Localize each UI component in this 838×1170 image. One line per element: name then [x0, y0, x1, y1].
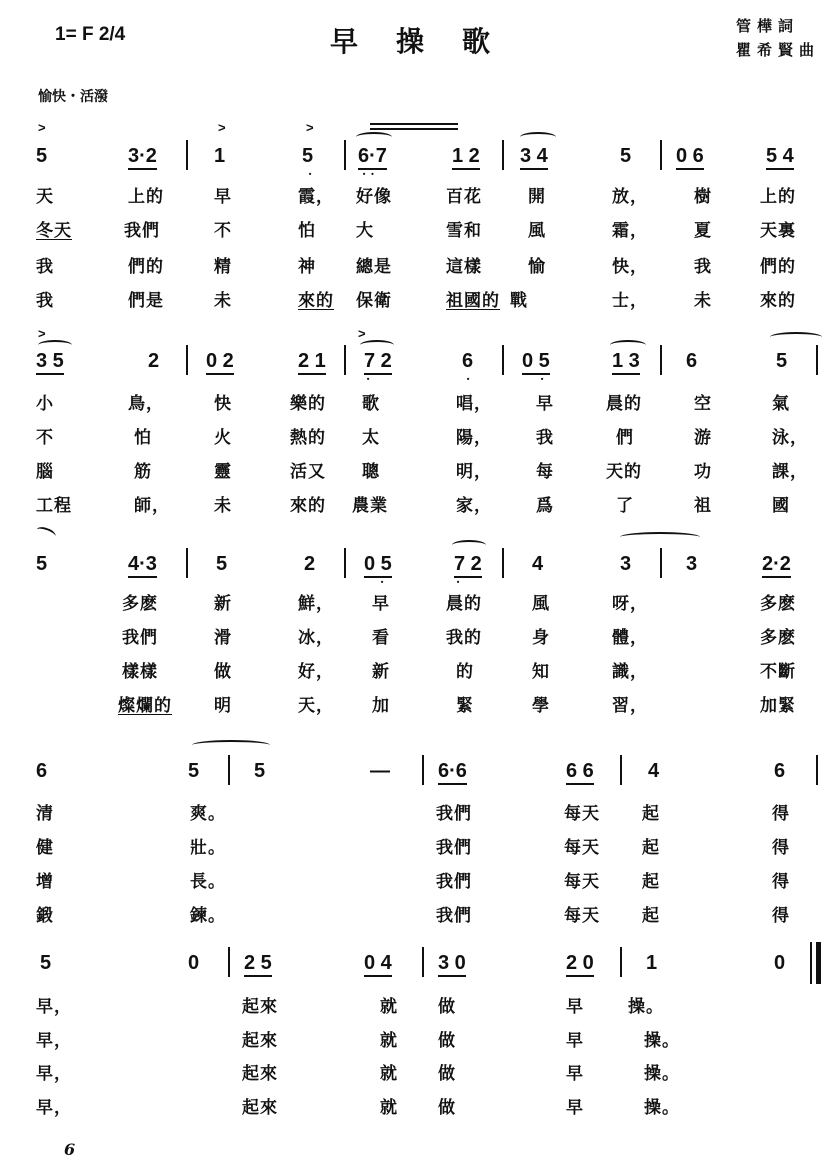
lyric: 未	[214, 496, 232, 516]
lyric: 習，	[612, 696, 648, 716]
note: 2	[148, 350, 160, 372]
lyric: 我們	[122, 628, 158, 648]
bar-line	[344, 140, 346, 170]
lyric: 陽，	[456, 428, 492, 448]
lyric: 天的	[606, 462, 642, 482]
slur	[356, 132, 392, 142]
lyric: 早	[566, 1031, 584, 1051]
lyric: 每天	[564, 804, 600, 824]
lyric: 晨的	[446, 594, 482, 614]
note: 1 3	[612, 350, 640, 375]
lyric: 壯。	[190, 838, 226, 858]
lyric: 我們	[436, 906, 472, 926]
lyric: 緊	[456, 696, 474, 716]
note: 6	[686, 350, 698, 372]
lyric: 早，	[36, 1031, 72, 1051]
lyric: 未	[694, 291, 712, 311]
lyric: 農業	[352, 496, 388, 516]
bar-line	[660, 548, 662, 578]
slur	[360, 340, 394, 350]
note: 5	[188, 760, 200, 782]
lyric: 風	[528, 221, 546, 241]
lyric: 明	[214, 696, 232, 716]
lyric: 早，	[36, 997, 72, 1017]
note: 2 0	[566, 952, 594, 977]
final-bar-thin	[810, 942, 812, 984]
lyric: 起	[642, 872, 660, 892]
note: 3	[686, 553, 698, 575]
octave-dot: ·	[308, 167, 313, 181]
lyric: 早	[372, 594, 390, 614]
lyric: 起	[642, 838, 660, 858]
note: 3 4	[520, 145, 548, 170]
lyric: 祖國的	[446, 291, 500, 311]
note: 3	[620, 553, 632, 575]
key-signature: 1= F 2/4	[55, 24, 126, 45]
lyric: 燦爛的	[118, 696, 172, 716]
lyric: 夏	[694, 221, 712, 241]
note: 5	[216, 553, 228, 575]
lyric: 國	[772, 496, 790, 516]
bar-line	[660, 140, 662, 170]
lyric: 們的	[760, 257, 796, 277]
note: 0 4	[364, 952, 392, 977]
lyric: 健	[36, 838, 54, 858]
lyric: 起來	[242, 997, 278, 1017]
accent-mark: >	[218, 120, 226, 135]
lyric: 起	[642, 804, 660, 824]
bar-line	[620, 755, 622, 785]
lyric: 天	[36, 187, 54, 207]
lyric: 歌	[362, 394, 380, 414]
lyric: 怕	[298, 221, 316, 241]
lyric: 愉	[528, 257, 546, 277]
note: 6·6	[438, 760, 467, 785]
lyric: 早	[214, 187, 232, 207]
bar-line	[620, 947, 622, 977]
lyric: 操。	[644, 1031, 680, 1051]
bar-line	[502, 345, 504, 375]
lyric: 我們	[436, 872, 472, 892]
lyric: 鍊。	[190, 906, 226, 926]
lyric: 神	[298, 257, 316, 277]
lyric: 工程	[36, 496, 72, 516]
note: 4·3	[128, 553, 157, 578]
lyric: 知	[532, 662, 550, 682]
composer: 瞿希賢曲	[736, 41, 821, 59]
lyric: 得	[772, 872, 790, 892]
lyric: 樣樣	[122, 662, 158, 682]
lyric: 筋	[134, 462, 152, 482]
song-title: 早操歌	[330, 25, 529, 58]
lyric: 氣	[772, 394, 790, 414]
bar-line	[816, 755, 818, 785]
lyric: 做	[438, 997, 456, 1017]
note: 5	[620, 145, 632, 167]
lyric: 大	[356, 221, 374, 241]
lyric: 爽。	[190, 804, 226, 824]
lyric: 長。	[190, 872, 226, 892]
lyric: 早	[566, 997, 584, 1017]
lyric: 戰	[510, 291, 528, 311]
lyric: 每天	[564, 906, 600, 926]
octave-dot: ·	[366, 372, 371, 386]
lyric: 起	[642, 906, 660, 926]
lyric: 起來	[242, 1098, 278, 1118]
lyric: 學	[532, 696, 550, 716]
note: 7 2	[454, 553, 482, 578]
lyric: 們是	[128, 291, 164, 311]
note: 0 5	[522, 350, 550, 375]
lyric: 們的	[128, 257, 164, 277]
note: 1	[646, 952, 658, 974]
tempo-marking: 愉快・活潑	[38, 89, 108, 105]
lyric: 空	[694, 394, 712, 414]
crescendo-line	[370, 123, 458, 125]
lyric: 好，	[298, 662, 334, 682]
lyric: 樹	[694, 187, 712, 207]
lyric: 識，	[612, 662, 648, 682]
lyric: 樂的	[290, 394, 326, 414]
note: 6 6	[566, 760, 594, 785]
bar-line	[344, 548, 346, 578]
note: 5	[36, 553, 48, 575]
lyric: 看	[372, 628, 390, 648]
lyric: 靈	[214, 462, 232, 482]
lyric: 不	[36, 428, 54, 448]
lyric: 們	[616, 428, 634, 448]
lyric: 霞，	[298, 187, 334, 207]
lyric: 天裏	[760, 221, 796, 241]
note: 4	[648, 760, 660, 782]
note: 2 5	[244, 952, 272, 977]
lyric: 保衛	[356, 291, 392, 311]
lyric: 多麽	[122, 594, 158, 614]
lyric: 快，	[612, 257, 648, 277]
lyric: 課，	[772, 462, 808, 482]
lyric: 加緊	[760, 696, 796, 716]
lyric: 操。	[644, 1098, 680, 1118]
lyric: 天，	[298, 696, 334, 716]
lyric: 每天	[564, 838, 600, 858]
bar-line	[502, 140, 504, 170]
note: 6	[462, 350, 474, 372]
lyric: 早，	[36, 1098, 72, 1118]
lyric: 每	[536, 462, 554, 482]
lyric: 鮮，	[298, 594, 334, 614]
lyric: 我們	[124, 221, 160, 241]
lyric: 活又	[290, 462, 326, 482]
lyric: 來的	[760, 291, 796, 311]
octave-dot: ·	[456, 575, 461, 589]
note: 5	[302, 145, 314, 167]
lyric: 冬天	[36, 221, 72, 241]
bar-line	[186, 140, 188, 170]
lyric: 操。	[644, 1064, 680, 1084]
final-bar-thick	[816, 942, 821, 984]
lyricist: 管樺詞	[736, 17, 800, 35]
tie	[620, 532, 700, 542]
bar-line	[422, 755, 424, 785]
lyric: 百花	[446, 187, 482, 207]
lyric: 風	[532, 594, 550, 614]
lyric: 師，	[134, 496, 170, 516]
bar-line	[186, 345, 188, 375]
accent-mark: >	[358, 326, 366, 341]
bar-line	[186, 548, 188, 578]
bar-line	[660, 345, 662, 375]
lyric: 唱，	[456, 394, 492, 414]
lyric: 游	[694, 428, 712, 448]
note: 3·2	[128, 145, 157, 170]
bar-line	[344, 345, 346, 375]
lyric: 開	[528, 187, 546, 207]
lyric: 霜，	[612, 221, 648, 241]
lyric: 呀，	[612, 594, 648, 614]
lyric: 體，	[612, 628, 648, 648]
lyric: 小	[36, 394, 54, 414]
note: 0 6	[676, 145, 704, 170]
lyric: 這樣	[446, 257, 482, 277]
tie	[192, 740, 270, 750]
lyric: 上的	[128, 187, 164, 207]
lyric: 了	[616, 496, 634, 516]
note: 3 0	[438, 952, 466, 977]
note: 0 2	[206, 350, 234, 375]
lyric: 做	[438, 1064, 456, 1084]
bar-line	[422, 947, 424, 977]
tie	[770, 332, 822, 342]
lyric: 總是	[356, 257, 392, 277]
note: 0	[774, 952, 786, 974]
lyric: 做	[438, 1031, 456, 1051]
lyric: 來的	[290, 496, 326, 516]
lyric: 熱的	[290, 428, 326, 448]
lyric: 精	[214, 257, 232, 277]
lyric: 早	[566, 1098, 584, 1118]
lyric: 起來	[242, 1031, 278, 1051]
octave-dot: ·	[380, 575, 385, 589]
lyric: 起來	[242, 1064, 278, 1084]
lyric: 我的	[446, 628, 482, 648]
note: 0	[188, 952, 200, 974]
slur	[38, 340, 72, 350]
lyric: 我	[36, 291, 54, 311]
slur	[610, 340, 646, 350]
lyric: 早	[536, 394, 554, 414]
lyric: 清	[36, 804, 54, 824]
lyric: 加	[372, 696, 390, 716]
lyric: 家，	[456, 496, 492, 516]
lyric: 我	[536, 428, 554, 448]
accent-mark: >	[38, 120, 46, 135]
lyric: 增	[36, 872, 54, 892]
lyric: 的	[456, 662, 474, 682]
lyric: 操。	[628, 997, 664, 1017]
lyric: 多麽	[760, 594, 796, 614]
lyric: 得	[772, 906, 790, 926]
lyric: 明，	[456, 462, 492, 482]
note: 6	[774, 760, 786, 782]
lyric: 快	[214, 394, 232, 414]
bar-line	[228, 755, 230, 785]
lyric: 多麽	[760, 628, 796, 648]
lyric: 得	[772, 804, 790, 824]
lyric: 我們	[436, 804, 472, 824]
note: 7 2	[364, 350, 392, 375]
crescendo-line	[370, 128, 458, 130]
accent-mark: >	[306, 120, 314, 135]
note: 6·7	[358, 145, 387, 170]
octave-dot: ·	[466, 372, 471, 386]
lyric: 晨的	[606, 394, 642, 414]
lyric: 我們	[436, 838, 472, 858]
note: 2 1	[298, 350, 326, 375]
note: 5 4	[766, 145, 794, 170]
lyric: 鳥，	[128, 394, 164, 414]
lyric: 未	[214, 291, 232, 311]
lyric: 我	[694, 257, 712, 277]
octave-dot: · ·	[362, 167, 375, 181]
lyric: 做	[438, 1098, 456, 1118]
note: 4	[532, 553, 544, 575]
note: 6	[36, 760, 48, 782]
lyric: 雪和	[446, 221, 482, 241]
lyric: 放，	[612, 187, 648, 207]
lyric: 好像	[356, 187, 392, 207]
note: 0 5	[364, 553, 392, 578]
lyric: 祖	[694, 496, 712, 516]
lyric: 士，	[612, 291, 648, 311]
lyric: 早	[566, 1064, 584, 1084]
accent-mark: >	[38, 326, 46, 341]
lyric: 每天	[564, 872, 600, 892]
note: 3 5	[36, 350, 64, 375]
lyric: 功	[694, 462, 712, 482]
lyric: 就	[380, 1098, 398, 1118]
note: 2·2	[762, 553, 791, 578]
lyric: 鍛	[36, 906, 54, 926]
lyric: 滑	[214, 628, 232, 648]
bar-line	[228, 947, 230, 977]
lyric: 新	[372, 662, 390, 682]
lyric: 泳，	[772, 428, 808, 448]
slur	[520, 132, 556, 142]
lyric: 太	[362, 428, 380, 448]
lyric: 做	[214, 662, 232, 682]
lyric: 冰，	[298, 628, 334, 648]
lyric: 上的	[760, 187, 796, 207]
lyric: 得	[772, 838, 790, 858]
lyric: 爲	[536, 496, 554, 516]
bar-line	[816, 345, 818, 375]
note: 5	[776, 350, 788, 372]
lyric: 腦	[36, 462, 54, 482]
lyric: 新	[214, 594, 232, 614]
lyric: 不	[214, 221, 232, 241]
lyric: 身	[532, 628, 550, 648]
octave-dot: ·	[540, 372, 545, 386]
lyric: 我	[36, 257, 54, 277]
lyric: 來的	[298, 291, 334, 311]
note: 2	[304, 553, 316, 575]
lyric: 怕	[134, 428, 152, 448]
page-number: 6	[64, 1140, 76, 1159]
note: —	[370, 760, 390, 782]
credits	[736, 14, 820, 62]
tie-end	[35, 525, 57, 541]
bar-line	[502, 548, 504, 578]
note: 5	[254, 760, 266, 782]
note: 5	[40, 952, 52, 974]
lyric: 就	[380, 997, 398, 1017]
lyric: 不斷	[760, 662, 796, 682]
lyric: 早，	[36, 1064, 72, 1084]
lyric: 火	[214, 428, 232, 448]
lyric: 就	[380, 1031, 398, 1051]
note: 1 2	[452, 145, 480, 170]
slur	[452, 540, 486, 550]
lyric: 聰	[362, 462, 380, 482]
lyric: 就	[380, 1064, 398, 1084]
note: 5	[36, 145, 48, 167]
note: 1	[214, 145, 226, 167]
